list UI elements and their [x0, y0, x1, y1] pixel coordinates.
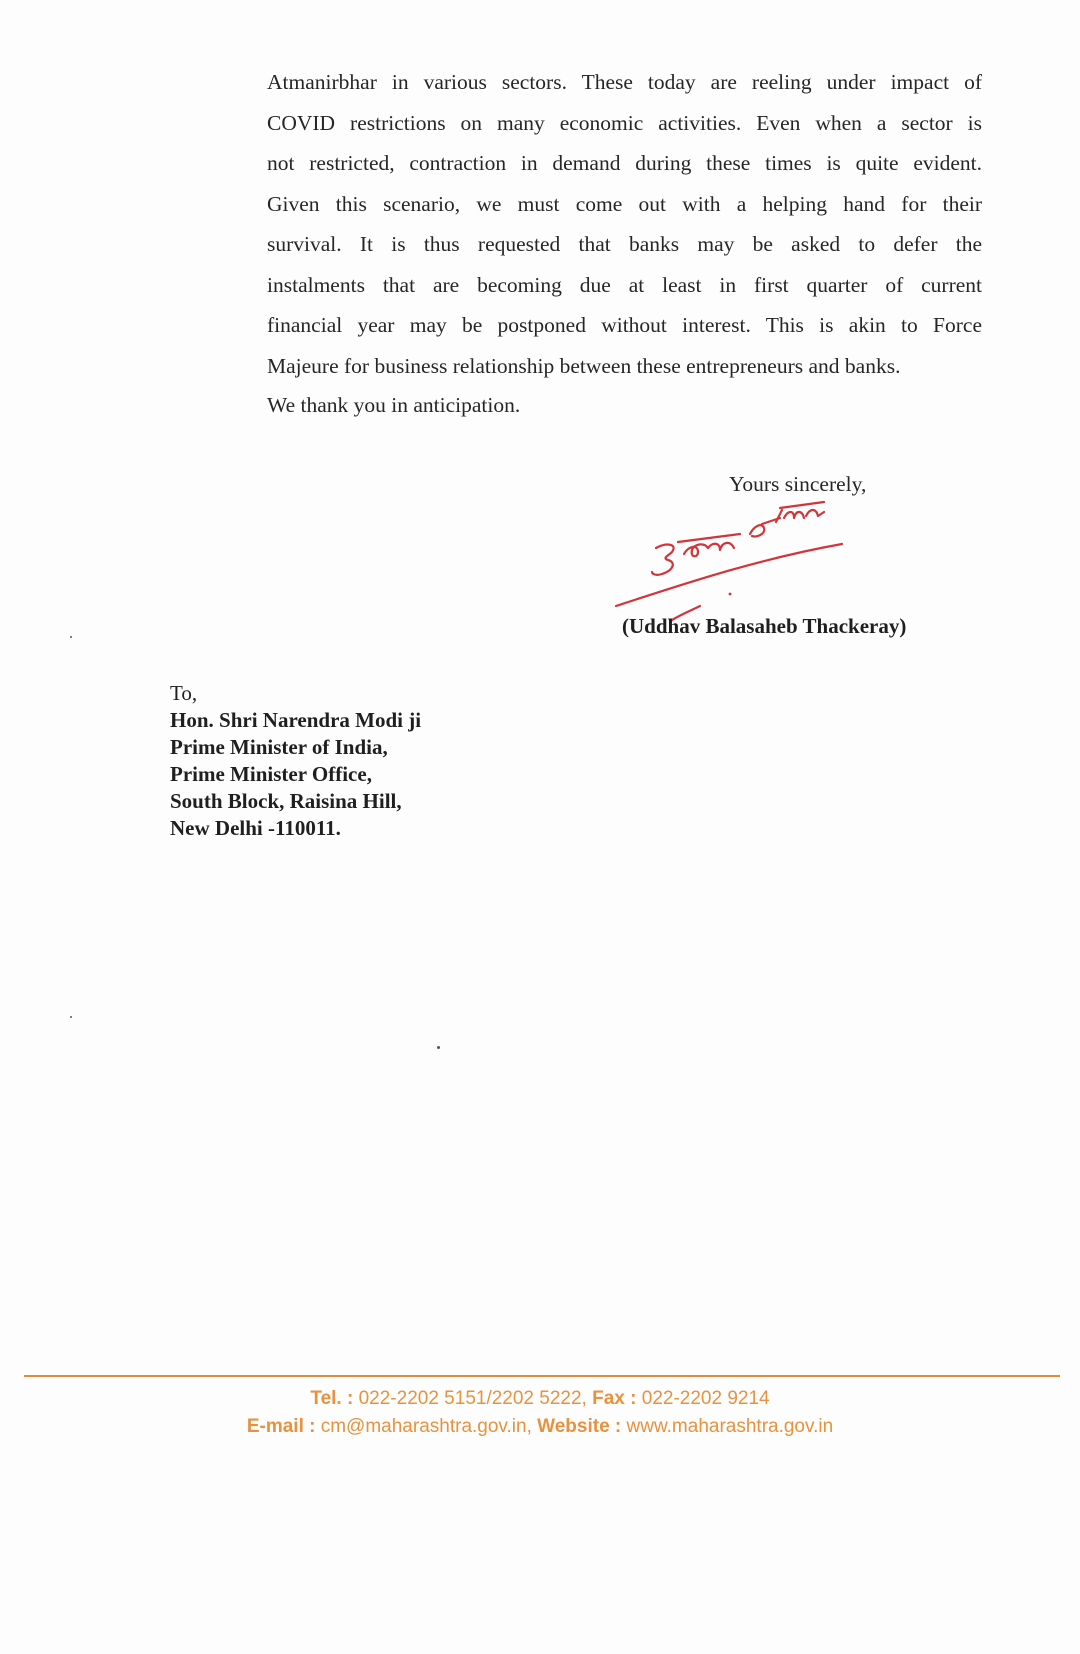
paragraph-line: instalments that are becoming due at least in first quarter of current: [267, 272, 982, 297]
footer-divider: [24, 1375, 1060, 1377]
address-line: Hon. Shri Narendra Modi ji: [170, 708, 422, 732]
thanks-line: We thank you in anticipation.: [267, 393, 521, 417]
tel-value: 022-2202 5151/2202 5222,: [358, 1388, 587, 1409]
scan-speck: [70, 1016, 72, 1018]
salutation: To,: [170, 681, 198, 705]
recipient-address: [170, 680, 421, 842]
address-line: Prime Minister of India,: [170, 735, 388, 759]
paragraph-line: Majeure for business relationship between these entrepreneurs and banks.: [267, 353, 901, 378]
fax-value: 022-2202 9214: [641, 1388, 770, 1409]
closing-line: Yours sincerely,: [729, 472, 867, 496]
email-label: E-mail :: [246, 1416, 316, 1437]
address-line: New Delhi -110011.: [170, 816, 341, 840]
paragraph-line: COVID restrictions on many economic activities. Even when a sector is: [267, 110, 982, 135]
signatory-name: (Uddhav Balasaheb Thackeray): [622, 614, 907, 638]
footer-phone-line: [0, 1388, 1080, 1410]
paragraph-line: Atmanirbhar in various sectors. These today are reeling under impact of: [267, 70, 982, 94]
handwritten-signature: [612, 498, 872, 623]
address-line: South Block, Raisina Hill,: [170, 789, 402, 813]
scan-speck: [437, 1046, 440, 1049]
footer-contact-line: [0, 1416, 1080, 1438]
paragraph-line: financial year may be postponed without interest. This is akin to Force: [267, 313, 982, 337]
letter-paragraph: [267, 62, 982, 386]
address-line: Prime Minister Office,: [170, 762, 372, 786]
paragraph-line: survival. It is thus requested that banks may be asked to defer the: [267, 232, 982, 256]
email-link[interactable]: cm@maharashtra.gov.in,: [320, 1416, 532, 1437]
scan-speck: [70, 636, 72, 638]
paragraph-line: not restricted, contraction in demand during these times is quite evident.: [267, 151, 982, 175]
website-link[interactable]: www.maharashtra.gov.in: [626, 1416, 834, 1437]
tel-label: Tel. :: [310, 1388, 354, 1409]
website-label: Website :: [537, 1416, 622, 1437]
fax-label: Fax :: [592, 1388, 637, 1409]
paragraph-line: Given this scenario, we must come out with a helping hand for their: [267, 191, 982, 216]
